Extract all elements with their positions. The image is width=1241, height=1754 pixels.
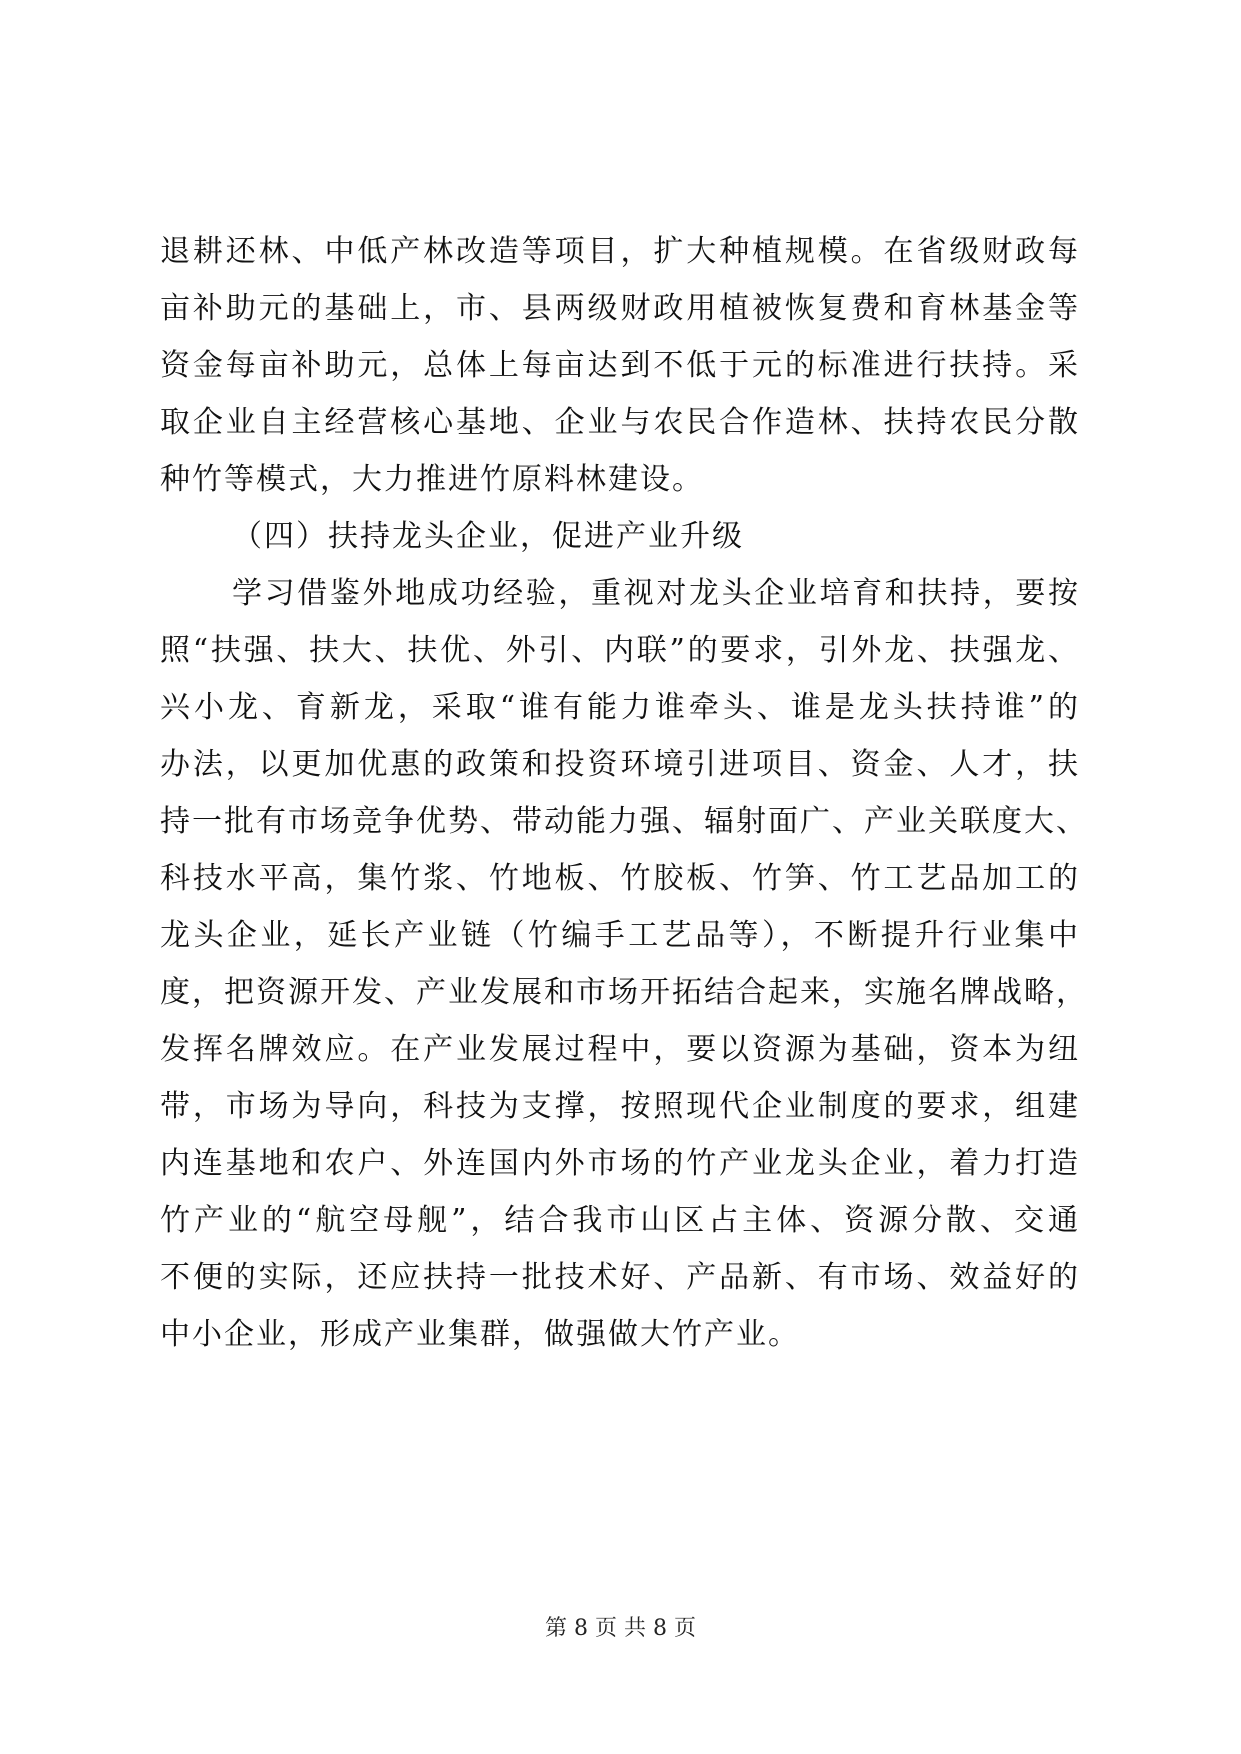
paragraph-line: 不便的实际，还应扶持一批技术好、产品新、有市场、效益好的 (160, 1260, 1080, 1295)
paragraph-line: 持一批有市场竞争优势、带动能力强、辐射面广、产业关联度大、 (160, 804, 1088, 839)
paragraph-line: 兴小龙、育新龙，采取“谁有能力谁牵头、谁是龙头扶持谁”的 (160, 690, 1080, 725)
paragraph-line: 度，把资源开发、产业发展和市场开拓结合起来，实施名牌战略， (160, 975, 1088, 1010)
paragraph-line: 内连基地和农户、外连国内外市场的竹产业龙头企业，着力打造 (160, 1146, 1080, 1181)
paragraph-line: 种竹等模式，大力推进竹原料林建设。 (160, 462, 704, 497)
paragraph-line: 带，市场为导向，科技为支撑，按照现代企业制度的要求，组建 (160, 1089, 1080, 1124)
paragraph-line: 竹产业的“航空母舰”，结合我市山区占主体、资源分散、交通 (160, 1203, 1080, 1238)
paragraph-line: 照“扶强、扶大、扶优、外引、内联”的要求，引外龙、扶强龙、 (160, 633, 1080, 668)
paragraph-line: 科技水平高，集竹浆、竹地板、竹胶板、竹笋、竹工艺品加工的 (160, 861, 1080, 896)
section-heading: （四）扶持龙头企业，促进产业升级 (232, 519, 744, 554)
paragraph-line: 资金每亩补助元，总体上每亩达到不低于元的标准进行扶持。采 (160, 348, 1080, 383)
paragraph-line: 取企业自主经营核心基地、企业与农民合作造林、扶持农民分散 (160, 405, 1080, 440)
paragraph-line: 中小企业，形成产业集群，做强做大竹产业。 (160, 1317, 800, 1352)
page-footer: 第 8 页 共 8 页 (545, 1616, 696, 1641)
paragraph-line: 亩补助元的基础上，市、县两级财政用植被恢复费和育林基金等 (160, 291, 1080, 326)
paragraph-line: 办法，以更加优惠的政策和投资环境引进项目、资金、人才，扶 (160, 747, 1080, 782)
paragraph-line: 发挥名牌效应。在产业发展过程中，要以资源为基础，资本为纽 (160, 1032, 1080, 1067)
paragraph-line: 学习借鉴外地成功经验，重视对龙头企业培育和扶持，要按 (232, 576, 1080, 611)
paragraph-line: 龙头企业，延长产业链（竹编手工艺品等），不断提升行业集中 (160, 918, 1080, 953)
paragraph-line: 退耕还林、中低产林改造等项目，扩大种植规模。在省级财政每 (160, 234, 1080, 269)
